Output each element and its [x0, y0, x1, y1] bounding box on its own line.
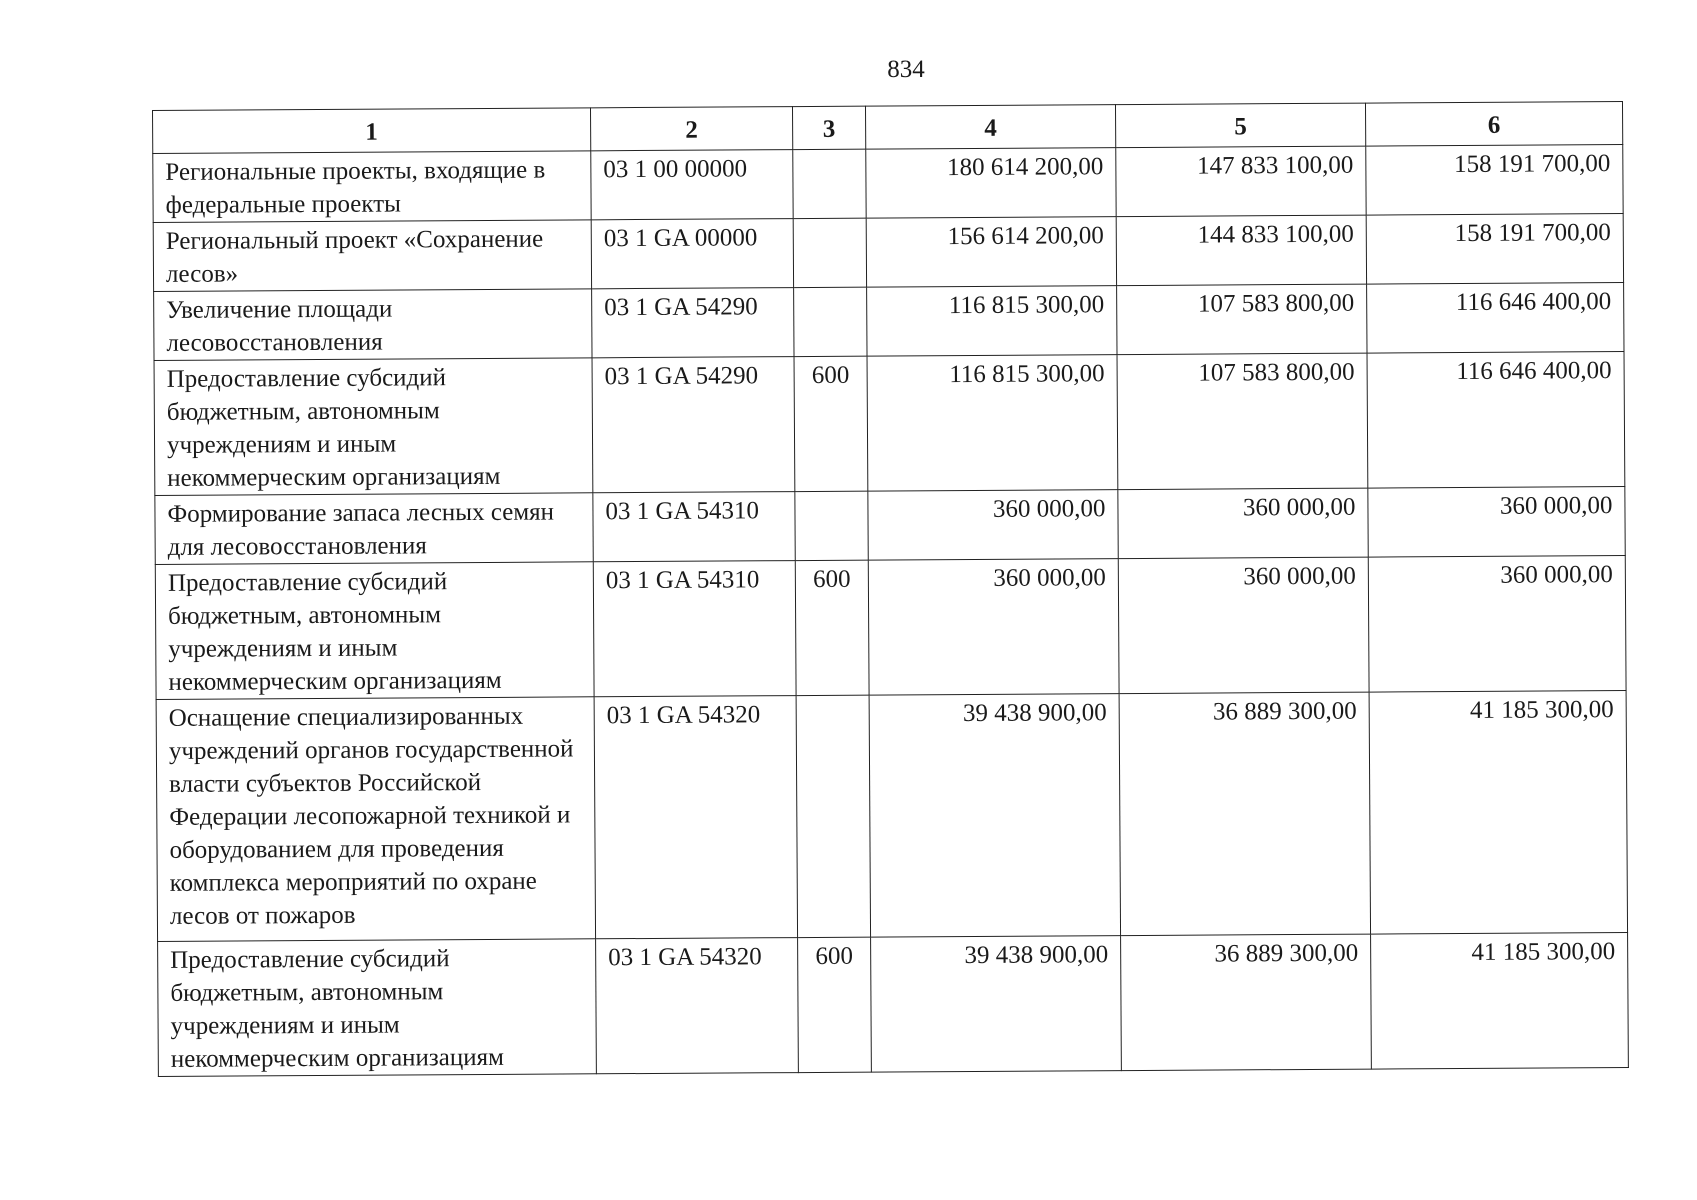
header-col-6: 6: [1365, 102, 1622, 147]
cell-amount-3: 41 185 300,00: [1371, 933, 1629, 1070]
cell-vr: 600: [798, 937, 872, 1072]
cell-code: 03 1 GA 54290: [592, 357, 795, 493]
cell-amount-2: 144 833 100,00: [1116, 215, 1366, 286]
cell-amount-3: 116 646 400,00: [1367, 283, 1624, 354]
table-body: [153, 145, 1629, 1077]
cell-name: Предоставление субсидий бюджетным, автономным учреждениям и иным некоммерческим организациям: [154, 358, 593, 496]
cell-code: 03 1 GA 54320: [594, 696, 797, 939]
cell-code: 03 1 GA 54310: [593, 561, 796, 697]
table-row: [154, 283, 1624, 361]
header-col-5: 5: [1115, 103, 1365, 148]
table-row: [153, 145, 1623, 223]
page-number: 834: [887, 56, 925, 83]
cell-name: Предоставление субсидий бюджетным, автономным учреждениям и иным некоммерческим организациям: [155, 562, 594, 700]
cell-vr: [794, 287, 867, 356]
cell-amount-3: 158 191 700,00: [1366, 145, 1623, 216]
cell-name: Формирование запаса лесных семян для лесовосстановления: [155, 493, 593, 565]
cell-amount-3: 360 000,00: [1368, 556, 1626, 693]
cell-amount-1: 156 614 200,00: [866, 217, 1116, 288]
cell-amount-3: 360 000,00: [1368, 487, 1625, 558]
table-row: [156, 691, 1627, 942]
table-row: [154, 352, 1625, 496]
cell-name: Региональный проект «Сохранение лесов»: [153, 220, 591, 292]
cell-vr: [796, 695, 870, 937]
cell-amount-2: 107 583 800,00: [1117, 284, 1367, 355]
cell-amount-2: 36 889 300,00: [1119, 692, 1370, 936]
cell-vr: [793, 218, 866, 287]
cell-amount-3: 158 191 700,00: [1366, 214, 1623, 285]
cell-amount-1: 360 000,00: [868, 559, 1119, 696]
header-col-1: 1: [153, 108, 591, 154]
cell-amount-2: 36 889 300,00: [1121, 934, 1372, 1071]
table-row: [153, 214, 1623, 292]
cell-amount-1: 360 000,00: [868, 490, 1118, 561]
table-row: [158, 933, 1629, 1077]
cell-amount-2: 360 000,00: [1118, 488, 1368, 559]
header-col-2: 2: [590, 107, 792, 151]
cell-vr: 600: [795, 560, 869, 695]
cell-amount-3: 41 185 300,00: [1369, 691, 1627, 935]
cell-name: Предоставление субсидий бюджетным, автономным учреждениям и иным некоммерческим организациям: [158, 939, 597, 1077]
header-col-3: 3: [792, 106, 865, 149]
cell-amount-1: 39 438 900,00: [869, 694, 1120, 938]
header-col-4: 4: [865, 105, 1115, 150]
cell-vr: 600: [794, 356, 868, 491]
cell-code: 03 1 GA 54320: [596, 938, 799, 1074]
cell-vr: [795, 491, 868, 560]
cell-amount-3: 116 646 400,00: [1367, 352, 1625, 489]
table-row: [155, 487, 1625, 565]
cell-vr: [793, 149, 866, 218]
cell-amount-2: 147 833 100,00: [1116, 146, 1366, 217]
cell-name: Оснащение специализированных учреждений органов государственной власти субъектов Российской Федерации лесопожарной техникой и оборудованием для проведения комплекса мероприятий по охране лесов от пожаров: [156, 697, 595, 942]
cell-code: 03 1 GA 54310: [593, 492, 795, 562]
cell-name: Увеличение площади лесовосстановления: [154, 289, 592, 361]
budget-table: [152, 101, 1629, 1077]
budget-table-container: [152, 101, 1629, 1077]
cell-code: 03 1 GA 00000: [591, 219, 793, 289]
table-row: [155, 556, 1626, 700]
cell-amount-2: 107 583 800,00: [1117, 353, 1368, 490]
cell-amount-1: 116 815 300,00: [867, 286, 1117, 357]
cell-amount-1: 39 438 900,00: [871, 936, 1122, 1073]
cell-code: 03 1 00 00000: [591, 150, 793, 220]
cell-code: 03 1 GA 54290: [592, 288, 794, 358]
cell-name: Региональные проекты, входящие в федеральные проекты: [153, 151, 591, 223]
cell-amount-1: 180 614 200,00: [866, 148, 1116, 219]
cell-amount-2: 360 000,00: [1118, 557, 1369, 694]
cell-amount-1: 116 815 300,00: [867, 355, 1118, 492]
